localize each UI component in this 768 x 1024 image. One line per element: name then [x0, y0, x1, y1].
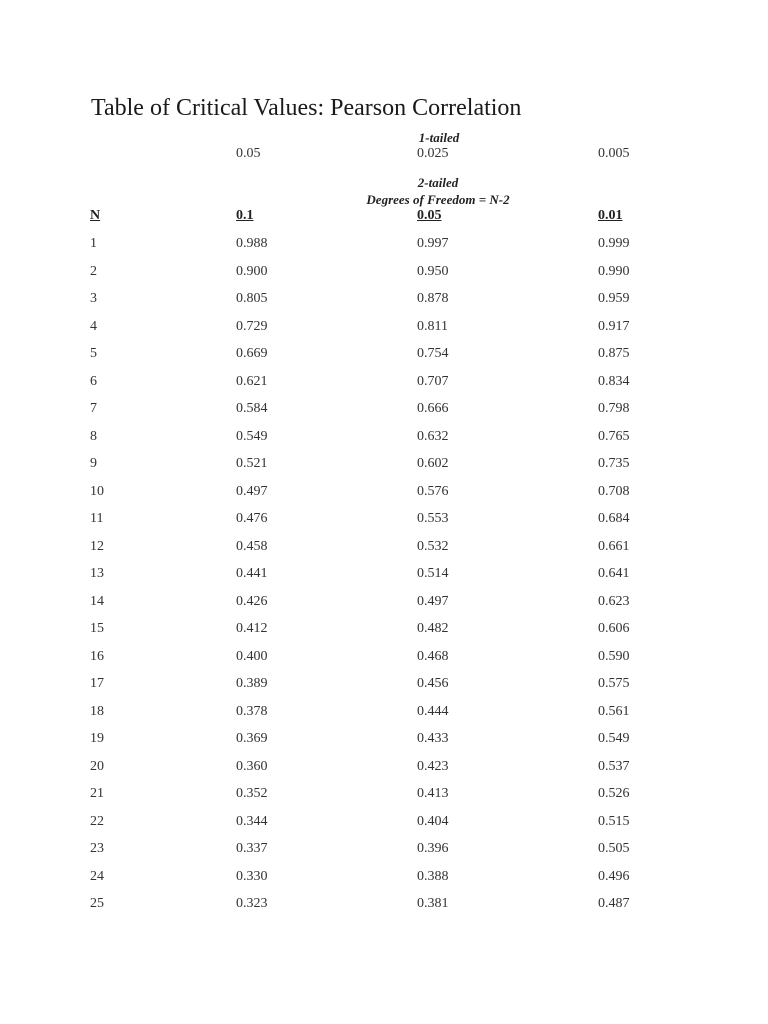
critical-value-cell: 0.323 — [236, 896, 268, 911]
table-row — [0, 841, 768, 857]
table-row — [0, 759, 768, 775]
critical-value-cell: 0.352 — [236, 786, 268, 801]
critical-value-cell: 0.606 — [598, 621, 630, 636]
table-row — [0, 621, 768, 637]
critical-value-cell: 0.576 — [417, 483, 449, 499]
critical-value-cell: 0.590 — [598, 648, 630, 664]
critical-value-cell: 0.487 — [598, 896, 630, 911]
critical-value-cell: 0.521 — [236, 456, 268, 471]
critical-value-cell: 0.505 — [598, 841, 630, 856]
row-n-cell: 17 — [90, 676, 104, 691]
critical-value-cell: 0.497 — [417, 593, 449, 609]
one-tailed-value: 0.005 — [598, 146, 630, 161]
critical-value-cell: 0.441 — [236, 566, 268, 581]
row-n-cell: 14 — [90, 593, 104, 609]
critical-value-cell: 0.396 — [417, 841, 449, 856]
critical-value-cell: 0.735 — [598, 456, 630, 471]
degrees-of-freedom-label: Degrees of Freedom = N-2 — [366, 192, 510, 207]
table-row — [0, 291, 768, 307]
critical-value-cell: 0.458 — [236, 538, 268, 554]
critical-value-cell: 0.412 — [236, 621, 268, 636]
critical-value-cell: 0.584 — [236, 401, 268, 416]
critical-value-cell: 0.476 — [236, 511, 268, 526]
critical-value-cell: 0.684 — [598, 511, 630, 526]
critical-value-cell: 0.990 — [598, 263, 630, 279]
critical-value-cell: 0.669 — [236, 346, 268, 361]
critical-value-cell: 0.754 — [417, 346, 449, 361]
critical-value-cell: 0.423 — [417, 758, 449, 774]
critical-value-cell: 0.549 — [236, 428, 268, 444]
row-n-cell: 1 — [90, 236, 97, 251]
critical-value-cell: 0.875 — [598, 346, 630, 361]
critical-value-cell: 0.666 — [417, 401, 449, 416]
critical-value-cell: 0.805 — [236, 291, 268, 306]
row-n-cell: 6 — [90, 373, 97, 389]
table-row — [0, 731, 768, 747]
row-n-cell: 9 — [90, 456, 97, 471]
table-row — [0, 401, 768, 417]
table-row — [0, 264, 768, 280]
table-row — [0, 594, 768, 610]
table-row — [0, 456, 768, 472]
page-title: Table of Critical Values: Pearson Correlation — [91, 95, 522, 121]
row-n-cell: 25 — [90, 896, 104, 911]
critical-value-cell: 0.959 — [598, 291, 630, 306]
critical-value-cell: 0.707 — [417, 373, 449, 389]
row-n-cell: 3 — [90, 291, 97, 306]
row-n-cell: 22 — [90, 813, 104, 829]
critical-value-cell: 0.623 — [598, 593, 630, 609]
two-tailed-label: 2-tailed — [417, 175, 459, 190]
table-row — [0, 649, 768, 665]
critical-value-cell: 0.537 — [598, 758, 630, 774]
critical-value-cell: 0.988 — [236, 236, 268, 251]
critical-value-cell: 0.900 — [236, 263, 268, 279]
critical-value-cell: 0.661 — [598, 538, 630, 554]
critical-value-cell: 0.999 — [598, 236, 630, 251]
row-n-cell: 2 — [90, 263, 97, 279]
table-row — [0, 869, 768, 885]
table-row — [0, 786, 768, 802]
critical-value-cell: 0.388 — [417, 868, 449, 884]
critical-value-cell: 0.378 — [236, 703, 268, 719]
row-n-cell: 15 — [90, 621, 104, 636]
one-tailed-label: 1-tailed — [418, 130, 460, 145]
table-row — [0, 484, 768, 500]
table-row — [0, 346, 768, 362]
row-n-cell: 24 — [90, 868, 104, 884]
critical-value-cell: 0.369 — [236, 731, 268, 746]
table-row — [0, 511, 768, 527]
table-row — [0, 814, 768, 830]
row-n-cell: 4 — [90, 318, 97, 334]
critical-value-cell: 0.456 — [417, 676, 449, 691]
row-n-cell: 18 — [90, 703, 104, 719]
critical-value-cell: 0.413 — [417, 786, 449, 801]
one-tailed-value: 0.05 — [236, 146, 261, 161]
critical-value-cell: 0.400 — [236, 648, 268, 664]
one-tailed-value: 0.025 — [417, 146, 449, 161]
table-row — [0, 236, 768, 252]
row-n-cell: 10 — [90, 483, 104, 499]
critical-value-cell: 0.497 — [236, 483, 268, 499]
column-header: 0.05 — [417, 208, 442, 223]
critical-value-cell: 0.344 — [236, 813, 268, 829]
critical-value-cell: 0.389 — [236, 676, 268, 691]
critical-value-cell: 0.575 — [598, 676, 630, 691]
critical-value-cell: 0.729 — [236, 318, 268, 334]
column-header: 0.1 — [236, 208, 254, 223]
critical-value-cell: 0.641 — [598, 566, 630, 581]
row-n-cell: 11 — [90, 511, 104, 526]
critical-value-cell: 0.553 — [417, 511, 449, 526]
critical-value-cell: 0.632 — [417, 428, 449, 444]
critical-value-cell: 0.549 — [598, 731, 630, 746]
critical-value-cell: 0.798 — [598, 401, 630, 416]
row-n-cell: 23 — [90, 841, 104, 856]
critical-value-cell: 0.496 — [598, 868, 630, 884]
critical-value-cell: 0.561 — [598, 703, 630, 719]
critical-value-cell: 0.621 — [236, 373, 268, 389]
critical-value-cell: 0.381 — [417, 896, 449, 911]
critical-value-cell: 0.878 — [417, 291, 449, 306]
critical-value-cell: 0.532 — [417, 538, 449, 554]
row-n-cell: 21 — [90, 786, 104, 801]
critical-value-cell: 0.602 — [417, 456, 449, 471]
table-row — [0, 676, 768, 692]
critical-value-cell: 0.330 — [236, 868, 268, 884]
table-row — [0, 896, 768, 912]
critical-value-cell: 0.526 — [598, 786, 630, 801]
critical-value-cell: 0.765 — [598, 428, 630, 444]
row-n-cell: 19 — [90, 731, 104, 746]
critical-value-cell: 0.404 — [417, 813, 449, 829]
row-n-cell: 8 — [90, 428, 97, 444]
table-row — [0, 566, 768, 582]
critical-value-cell: 0.997 — [417, 236, 449, 251]
row-n-cell: 12 — [90, 538, 104, 554]
row-n-cell: 16 — [90, 648, 104, 664]
table-row — [0, 539, 768, 555]
row-n-cell: 20 — [90, 758, 104, 774]
table-row — [0, 429, 768, 445]
critical-value-cell: 0.514 — [417, 566, 449, 581]
column-header: N — [90, 208, 101, 223]
critical-value-cell: 0.917 — [598, 318, 630, 334]
table-row — [0, 319, 768, 335]
critical-value-cell: 0.433 — [417, 731, 449, 746]
critical-value-cell: 0.360 — [236, 758, 268, 774]
critical-value-cell: 0.950 — [417, 263, 449, 279]
critical-value-cell: 0.482 — [417, 621, 449, 636]
critical-value-cell: 0.444 — [417, 703, 449, 719]
table-row — [0, 374, 768, 390]
critical-value-cell: 0.515 — [598, 813, 630, 829]
critical-value-cell: 0.708 — [598, 483, 630, 499]
row-n-cell: 5 — [90, 346, 97, 361]
table-row — [0, 704, 768, 720]
column-header: 0.01 — [598, 208, 623, 223]
critical-value-cell: 0.811 — [417, 318, 448, 334]
critical-value-cell: 0.468 — [417, 648, 449, 664]
critical-value-cell: 0.426 — [236, 593, 268, 609]
critical-value-cell: 0.337 — [236, 841, 268, 856]
row-n-cell: 13 — [90, 566, 104, 581]
critical-value-cell: 0.834 — [598, 373, 630, 389]
row-n-cell: 7 — [90, 401, 97, 416]
